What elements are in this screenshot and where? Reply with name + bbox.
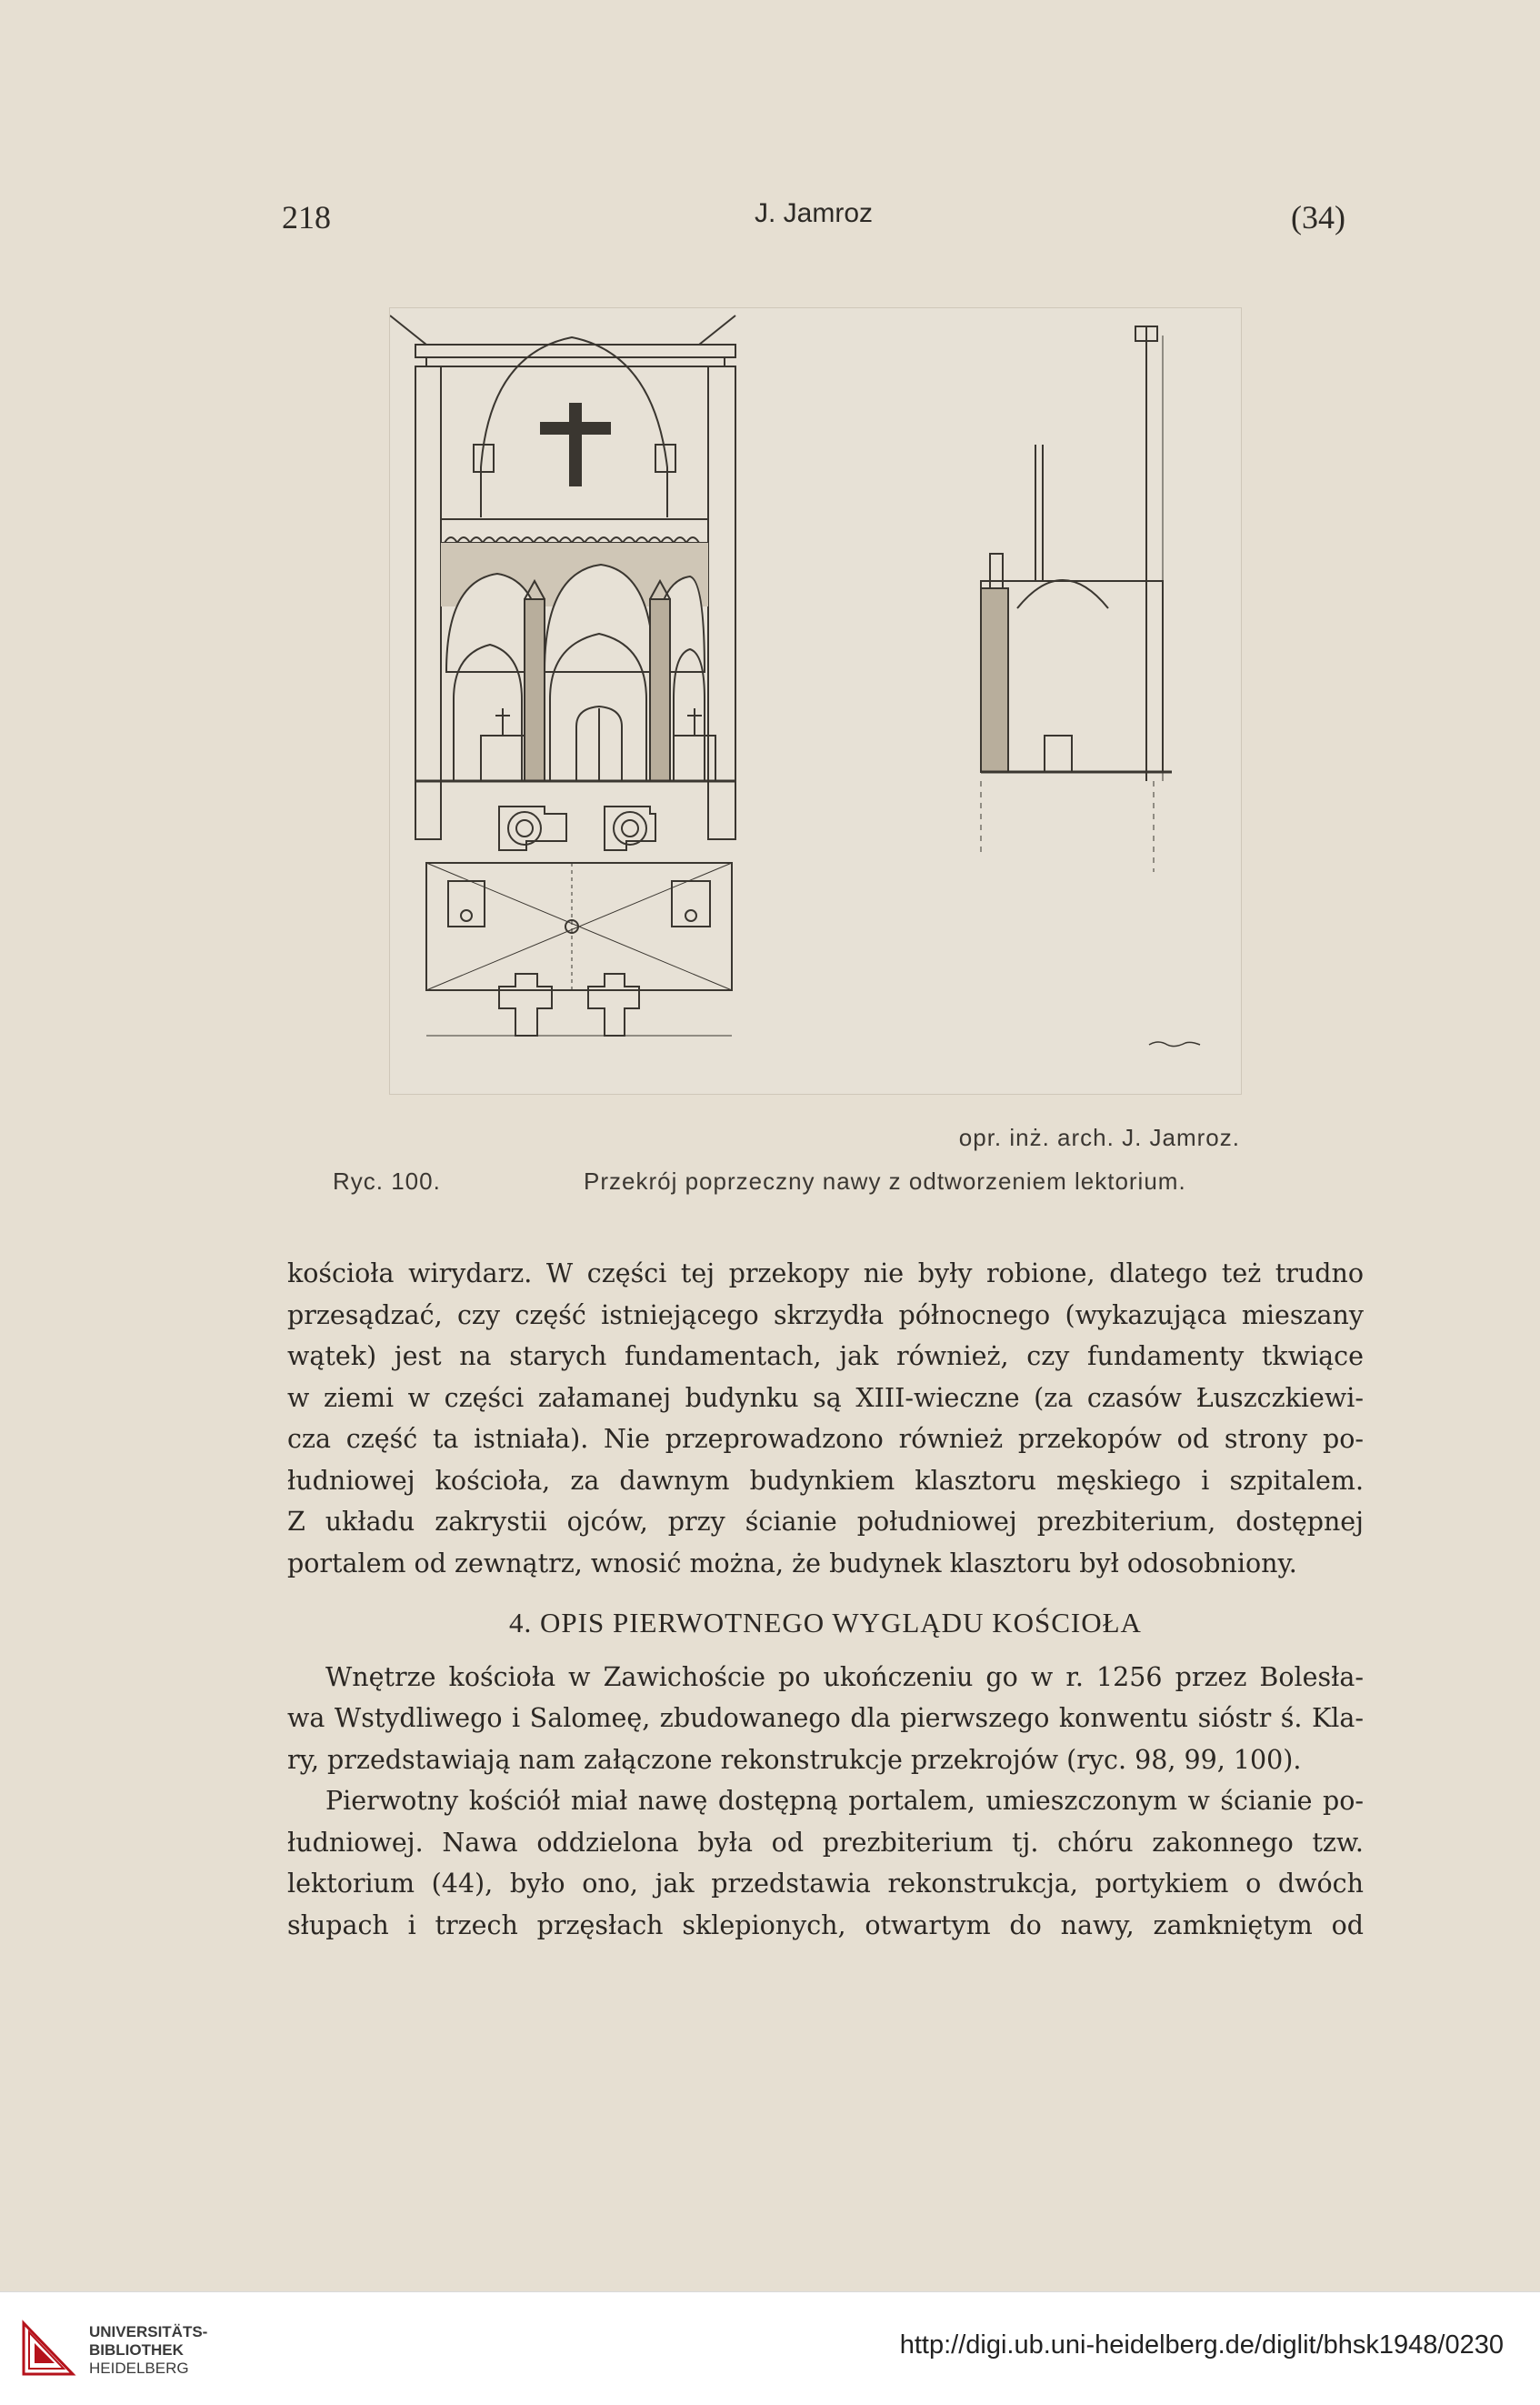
library-name-line: BIBLIOTHEK: [89, 2341, 184, 2359]
text-line: kościoła wirydarz. W części tej przekopy nie były robione, dlatego też trudno: [287, 1258, 1364, 1288]
figure-label: Ryc. 100.: [333, 1167, 441, 1195]
library-name: [89, 2323, 207, 2378]
text-line: Pierwotny kościół miał nawę dostępną portalem, umieszczonym w ścianie po-: [325, 1786, 1364, 1816]
text-line: Z układu zakrystii ojców, przy ścianie południowej prezbiterium, dostępnej: [287, 1507, 1364, 1537]
figure-credit: opr. inż. arch. J. Jamroz.: [958, 1124, 1240, 1151]
figure-caption-text: Przekrój poprzeczny nawy z odtworzeniem lektorium.: [584, 1167, 1186, 1195]
text-line: w ziemi w części załamanej budynku są XIII-wieczne (za czasów Łuszczkiewi-: [287, 1382, 1364, 1413]
paragraph-1: [287, 1253, 1364, 1584]
source-url-link[interactable]: http://digi.ub.uni-heidelberg.de/diglit/bhsk1948/0230: [899, 2330, 1504, 2360]
section-number: (34): [1291, 199, 1345, 235]
paragraph-3: [287, 1780, 1364, 1946]
library-footer: [0, 2291, 1540, 2405]
text-line: łudniowej kościoła, za dawnym budynkiem klasztoru męskiego i szpitalem.: [287, 1465, 1364, 1496]
text-line: słupach i trzech przęsłach sklepionych, otwartym do nawy, zamkniętym od: [287, 1909, 1364, 1940]
text-line: przesądzać, czy część istniejącego skrzydła północnego (wykazująca mieszany: [287, 1299, 1364, 1330]
university-library-logo-icon: [20, 2320, 76, 2378]
text-line: wątek) jest na starych fundamentach, jak również, czy fundamenty tkwiące: [287, 1341, 1364, 1371]
page-number: 218: [282, 199, 331, 235]
section-heading: 4. OPIS PIERWOTNEGO WYGLĄDU KOŚCIOŁA: [509, 1607, 1142, 1638]
text-line: cza część ta istniała). Nie przeprowadzono również przekopów od strony po-: [287, 1424, 1364, 1454]
text-line: Wnętrze kościoła w Zawichoście po ukończeniu go w r. 1256 przez Bolesła-: [325, 1661, 1364, 1692]
library-name-line: HEIDELBERG: [89, 2360, 189, 2377]
text-line: łudniowej. Nawa oddzielona była od prezbiterium tj. chóru zakonnego tzw.: [287, 1827, 1364, 1858]
library-name-line: UNIVERSITÄTS-: [89, 2323, 208, 2340]
paragraph-2: [287, 1657, 1364, 1781]
architectural-drawing: [389, 307, 1242, 1095]
text-line: lektorium (44), było ono, jak przedstawia rekonstrukcja, portykiem o dwóch: [287, 1869, 1364, 1899]
body-text: [287, 1253, 1364, 1946]
text-line: ry, przedstawiają nam załączone rekonstrukcje przekrojów (ryc. 98, 99, 100).: [287, 1744, 1302, 1775]
text-line: portalem od zewnątrz, wnosić można, że budynek klasztoru był odosobniony.: [287, 1548, 1297, 1578]
running-author: J. Jamroz: [755, 198, 874, 228]
running-header: [282, 198, 1345, 244]
text-line: wa Wstydliwego i Salomeę, zbudowanego dla pierwszego konwentu sióstr ś. Kla-: [287, 1703, 1364, 1733]
